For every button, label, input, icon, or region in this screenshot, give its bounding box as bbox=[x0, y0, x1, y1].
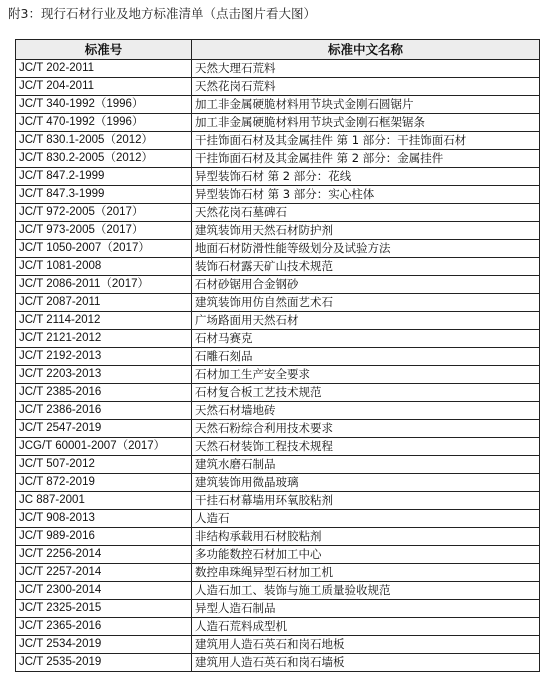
table-row bbox=[16, 240, 540, 258]
table-row bbox=[16, 384, 540, 402]
standard-number-cell: JC/T 830.1-2005（2012） bbox=[16, 132, 192, 150]
standard-number-cell: JC/T 1050-2007（2017） bbox=[16, 240, 192, 258]
header-standard-number: 标准号 bbox=[16, 40, 192, 60]
table-row bbox=[16, 294, 540, 312]
table-row bbox=[16, 204, 540, 222]
standard-name-cell: 人造石 bbox=[192, 510, 540, 528]
table-row bbox=[16, 330, 540, 348]
table-row bbox=[16, 546, 540, 564]
standard-number-cell: JC/T 204-2011 bbox=[16, 78, 192, 96]
standard-number-cell: JC/T 2386-2016 bbox=[16, 402, 192, 420]
table-row bbox=[16, 222, 540, 240]
standard-name-cell: 天然大理石荒料 bbox=[192, 60, 540, 78]
standard-number-cell: JC/T 847.3-1999 bbox=[16, 186, 192, 204]
table-row bbox=[16, 420, 540, 438]
table-row bbox=[16, 582, 540, 600]
table-row bbox=[16, 510, 540, 528]
table-row bbox=[16, 600, 540, 618]
standard-name-cell: 多功能数控石材加工中心 bbox=[192, 546, 540, 564]
standard-name-cell: 广场路面用天然石材 bbox=[192, 312, 540, 330]
table-row bbox=[16, 366, 540, 384]
standard-number-cell: JC/T 830.2-2005（2012） bbox=[16, 150, 192, 168]
standard-name-cell: 石材砂锯用合金钢砂 bbox=[192, 276, 540, 294]
standard-name-cell: 非结构承载用石材胶粘剂 bbox=[192, 528, 540, 546]
standard-number-cell: JC/T 2325-2015 bbox=[16, 600, 192, 618]
figure-caption: 附3：现行石材行业及地方标准清单（点击图片看大图） bbox=[8, 6, 316, 21]
table-row bbox=[16, 564, 540, 582]
standard-name-cell: 人造石荒料成型机 bbox=[192, 618, 540, 636]
table-row bbox=[16, 528, 540, 546]
standard-name-cell: 加工非金属硬脆材料用节块式金刚石圆锯片 bbox=[192, 96, 540, 114]
standard-number-cell: JC/T 1081-2008 bbox=[16, 258, 192, 276]
standard-number-cell: JC/T 972-2005（2017） bbox=[16, 204, 192, 222]
table-row bbox=[16, 636, 540, 654]
table-row bbox=[16, 438, 540, 456]
table-row bbox=[16, 312, 540, 330]
standard-number-cell: JC/T 2086-2011（2017） bbox=[16, 276, 192, 294]
table-row bbox=[16, 78, 540, 96]
table-row bbox=[16, 654, 540, 672]
table-header-row bbox=[16, 40, 540, 60]
standard-number-cell: JC/T 2256-2014 bbox=[16, 546, 192, 564]
standard-number-cell: JCG/T 60001-2007（2017） bbox=[16, 438, 192, 456]
table-row bbox=[16, 456, 540, 474]
standard-name-cell: 天然石粉综合利用技术要求 bbox=[192, 420, 540, 438]
table-row bbox=[16, 474, 540, 492]
standard-number-cell: JC/T 2535-2019 bbox=[16, 654, 192, 672]
table-row bbox=[16, 492, 540, 510]
standard-number-cell: JC/T 2534-2019 bbox=[16, 636, 192, 654]
standard-name-cell: 人造石加工、装饰与施工质量验收规范 bbox=[192, 582, 540, 600]
standard-number-cell: JC/T 908-2013 bbox=[16, 510, 192, 528]
standard-name-cell: 建筑水磨石制品 bbox=[192, 456, 540, 474]
standard-number-cell: JC/T 2087-2011 bbox=[16, 294, 192, 312]
table-row bbox=[16, 276, 540, 294]
standard-name-cell: 建筑装饰用天然石材防护剂 bbox=[192, 222, 540, 240]
standard-name-cell: 干挂饰面石材及其金属挂件 第 1 部分：干挂饰面石材 bbox=[192, 132, 540, 150]
header-standard-name: 标准中文名称 bbox=[192, 40, 540, 60]
standard-name-cell: 天然石材墙地砖 bbox=[192, 402, 540, 420]
standard-name-cell: 地面石材防滑性能等级划分及试验方法 bbox=[192, 240, 540, 258]
standard-number-cell: JC 887-2001 bbox=[16, 492, 192, 510]
table-body bbox=[16, 60, 540, 672]
table-row bbox=[16, 60, 540, 78]
standard-number-cell: JC/T 2192-2013 bbox=[16, 348, 192, 366]
standard-number-cell: JC/T 2121-2012 bbox=[16, 330, 192, 348]
standard-name-cell: 建筑装饰用微晶玻璃 bbox=[192, 474, 540, 492]
standard-name-cell: 建筑用人造石英石和岗石墙板 bbox=[192, 654, 540, 672]
standard-name-cell: 建筑用人造石英石和岗石地板 bbox=[192, 636, 540, 654]
standard-number-cell: JC/T 340-1992（1996） bbox=[16, 96, 192, 114]
standard-name-cell: 数控串珠绳异型石材加工机 bbox=[192, 564, 540, 582]
table-row bbox=[16, 114, 540, 132]
standard-number-cell: JC/T 2114-2012 bbox=[16, 312, 192, 330]
standard-number-cell: JC/T 2203-2013 bbox=[16, 366, 192, 384]
table-row bbox=[16, 348, 540, 366]
table-row bbox=[16, 258, 540, 276]
standard-number-cell: JC/T 507-2012 bbox=[16, 456, 192, 474]
table-row bbox=[16, 618, 540, 636]
standard-name-cell: 加工非金属硬脆材料用节块式金刚石框架锯条 bbox=[192, 114, 540, 132]
standard-name-cell: 天然石材装饰工程技术规程 bbox=[192, 438, 540, 456]
table-row bbox=[16, 168, 540, 186]
standard-number-cell: JC/T 470-1992（1996） bbox=[16, 114, 192, 132]
standard-name-cell: 建筑装饰用仿自然面艺术石 bbox=[192, 294, 540, 312]
standard-name-cell: 干挂石材幕墙用环氧胶粘剂 bbox=[192, 492, 540, 510]
standard-name-cell: 天然花岗石墓碑石 bbox=[192, 204, 540, 222]
standard-name-cell: 石材马赛克 bbox=[192, 330, 540, 348]
standard-number-cell: JC/T 2385-2016 bbox=[16, 384, 192, 402]
standard-name-cell: 石雕石刻品 bbox=[192, 348, 540, 366]
standard-number-cell: JC/T 989-2016 bbox=[16, 528, 192, 546]
standard-name-cell: 装饰石材露天矿山技术规范 bbox=[192, 258, 540, 276]
standards-table bbox=[15, 39, 540, 672]
standard-name-cell: 石材复合板工艺技术规范 bbox=[192, 384, 540, 402]
standard-name-cell: 干挂饰面石材及其金属挂件 第 2 部分：金属挂件 bbox=[192, 150, 540, 168]
standard-name-cell: 异型装饰石材 第 3 部分：实心柱体 bbox=[192, 186, 540, 204]
table-row bbox=[16, 186, 540, 204]
standard-number-cell: JC/T 2257-2014 bbox=[16, 564, 192, 582]
standard-name-cell: 异型装饰石材 第 2 部分：花线 bbox=[192, 168, 540, 186]
table-row bbox=[16, 150, 540, 168]
standard-number-cell: JC/T 847.2-1999 bbox=[16, 168, 192, 186]
standard-name-cell: 异型人造石制品 bbox=[192, 600, 540, 618]
table-row bbox=[16, 96, 540, 114]
standard-number-cell: JC/T 202-2011 bbox=[16, 60, 192, 78]
standard-name-cell: 天然花岗石荒料 bbox=[192, 78, 540, 96]
table-row bbox=[16, 132, 540, 150]
standard-number-cell: JC/T 2547-2019 bbox=[16, 420, 192, 438]
standard-name-cell: 石材加工生产安全要求 bbox=[192, 366, 540, 384]
standard-number-cell: JC/T 973-2005（2017） bbox=[16, 222, 192, 240]
standard-number-cell: JC/T 2300-2014 bbox=[16, 582, 192, 600]
standard-number-cell: JC/T 2365-2016 bbox=[16, 618, 192, 636]
table-row bbox=[16, 402, 540, 420]
standard-number-cell: JC/T 872-2019 bbox=[16, 474, 192, 492]
